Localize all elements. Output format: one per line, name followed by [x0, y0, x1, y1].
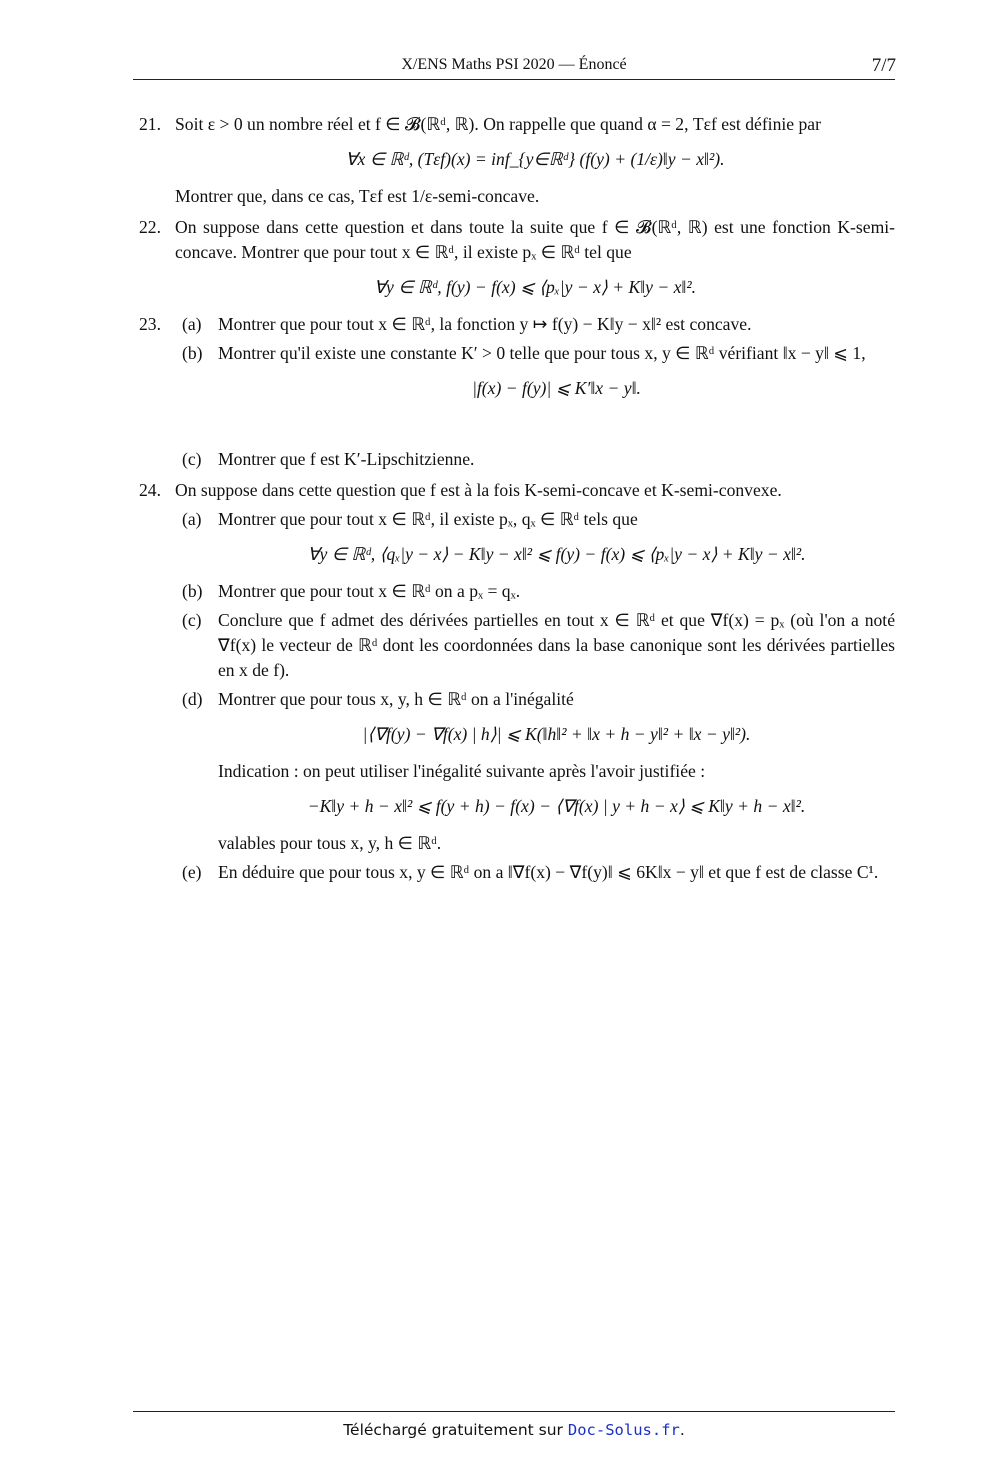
- subquestion-text: Montrer qu'il existe une constante K′ > 0 telle que pour tous x, y ∈ ℝᵈ vérifiant ‖x − y‖ ⩽ 1,: [218, 343, 866, 363]
- question-text: Soit ε > 0 un nombre réel et f ∈ 𝓑(ℝᵈ, ℝ). On rappelle que quand α = 2, Tεf est définie par: [175, 114, 821, 134]
- subquestion-a: [175, 507, 895, 567]
- footer-link[interactable]: Doc-Solus.fr: [567, 1421, 680, 1439]
- equation-hint: −K‖y + h − x‖² ⩽ f(y + h) − f(x) − ⟨∇f(x) | y + h − x⟩ ⩽ K‖y + h − x‖².: [307, 796, 806, 816]
- subquestion-text: Montrer que f est K′-Lipschitzienne.: [218, 449, 475, 469]
- subquestion-label: (b): [182, 343, 203, 363]
- subquestion-a: [175, 312, 895, 337]
- subquestion-d: [175, 687, 895, 856]
- subquestion-label: (e): [182, 862, 202, 882]
- subquestion-label: (c): [182, 610, 202, 630]
- question-23: [133, 312, 895, 472]
- footer: [133, 1421, 895, 1439]
- question-text: On suppose dans cette question et dans toute la suite que f ∈ 𝓑(ℝᵈ, ℝ) est une fonction K-semi-concave. Montrer que pour tout x ∈ ℝᵈ, il existe pₓ ∈ ℝᵈ tel que: [175, 217, 895, 262]
- subquestion-text: Montrer que pour tout x ∈ ℝᵈ on a pₓ = qₓ.: [218, 581, 521, 601]
- document-body: [133, 112, 895, 891]
- subquestion-text: Conclure que f admet des dérivées partielles en tout x ∈ ℝᵈ et que ∇f(x) = pₓ (où l'on a noté ∇f(x) le vecteur de ℝᵈ dont les coordonnées dans la base canonique sont les dérivées partielles en x de f).: [218, 610, 895, 680]
- spacer: [175, 413, 895, 443]
- subquestion-text: En déduire que pour tous x, y ∈ ℝᵈ on a ‖∇f(x) − ∇f(y)‖ ⩽ 6K‖x − y‖ et que f est de classe C¹.: [218, 862, 879, 882]
- subquestion-b: [175, 341, 895, 401]
- equation: |f(x) − f(y)| ⩽ K′‖x − y‖.: [472, 378, 641, 398]
- subquestion-text-after: valables pour tous x, y, h ∈ ℝᵈ.: [218, 833, 442, 853]
- header-title: X/ENS Maths PSI 2020 — Énoncé: [401, 56, 627, 73]
- footer-rule: [133, 1411, 895, 1412]
- question-number: 22.: [139, 217, 161, 237]
- question-text-after: Montrer que, dans ce cas, Tεf est 1/ε-semi-concave.: [175, 186, 540, 206]
- subquestion-c: [175, 608, 895, 683]
- subquestion-text: Montrer que pour tout x ∈ ℝᵈ, il existe pₓ, qₓ ∈ ℝᵈ tels que: [218, 509, 638, 529]
- subquestion-b: [175, 579, 895, 604]
- page-number: 7/7: [871, 55, 896, 76]
- footer-suffix: .: [679, 1421, 685, 1439]
- subquestion-label: (a): [182, 314, 202, 334]
- subquestion-label: (d): [182, 689, 203, 709]
- subquestion-c: [175, 447, 895, 472]
- equation: ∀x ∈ ℝᵈ, (Tεf)(x) = inf_{y∈ℝᵈ} (f(y) + (1/ε)‖y − x‖²).: [345, 149, 725, 169]
- subquestion-text: Montrer que pour tout x ∈ ℝᵈ, la fonction y ↦ f(y) − K‖y − x‖² est concave.: [218, 314, 752, 334]
- subquestion-label: (b): [182, 581, 203, 601]
- equation: ∀y ∈ ℝᵈ, f(y) − f(x) ⩽ ⟨pₓ|y − x⟩ + K‖y − x‖².: [373, 277, 697, 297]
- subquestion-label: (a): [182, 509, 202, 529]
- question-number: 21.: [139, 114, 161, 134]
- hint-text: Indication : on peut utiliser l'inégalité suivante après l'avoir justifiée :: [218, 761, 706, 781]
- question-number: 23.: [139, 314, 161, 334]
- equation: |⟨∇f(y) − ∇f(x) | h⟩| ⩽ K(‖h‖² + ‖x + h − y‖² + ‖x − y‖²).: [362, 724, 751, 744]
- question-number: 24.: [139, 480, 161, 500]
- question-24: [133, 478, 895, 885]
- question-22: [133, 215, 895, 300]
- question-21: [133, 112, 895, 209]
- footer-prefix: Téléchargé gratuitement sur: [343, 1421, 563, 1439]
- equation: ∀y ∈ ℝᵈ, ⟨qₓ|y − x⟩ − K‖y − x‖² ⩽ f(y) − f(x) ⩽ ⟨pₓ|y − x⟩ + K‖y − x‖².: [307, 544, 806, 564]
- header-rule: [133, 79, 895, 80]
- question-text: On suppose dans cette question que f est à la fois K-semi-concave et K-semi-convexe.: [175, 480, 782, 500]
- subquestion-text: Montrer que pour tous x, y, h ∈ ℝᵈ on a l'inégalité: [218, 689, 574, 709]
- subquestion-label: (c): [182, 449, 202, 469]
- subquestion-e: [175, 860, 895, 885]
